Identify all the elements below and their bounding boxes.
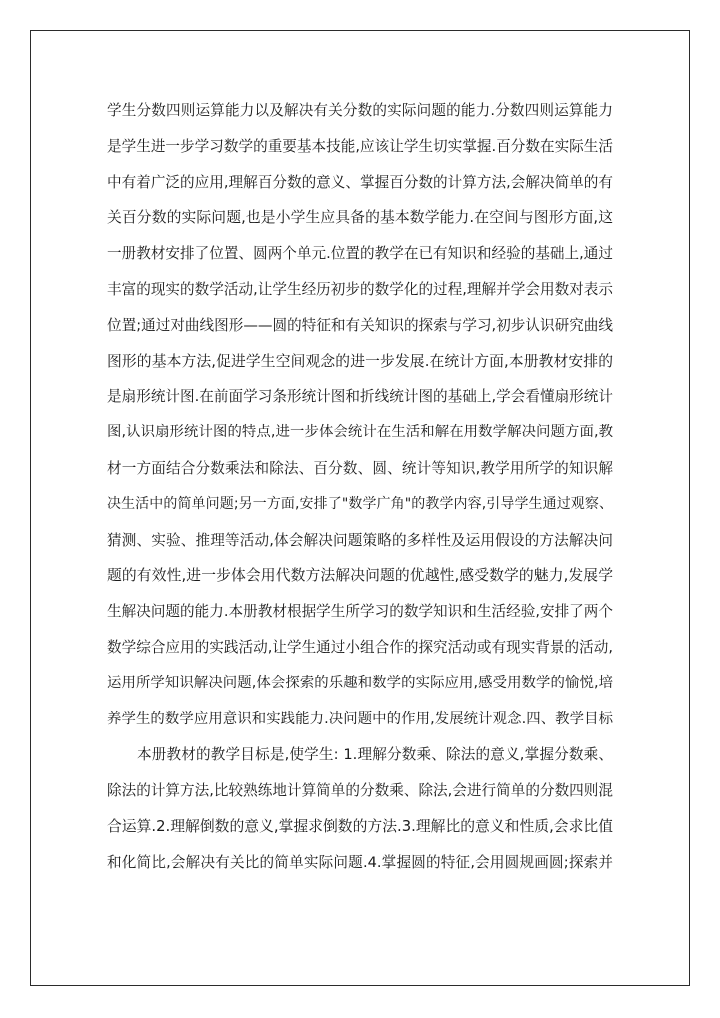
text-line-indented: 本册教材的教学目标是,使学生: 1.理解分数乘、除法的意义,掌握分数乘、: [137, 746, 613, 764]
document-body: [107, 93, 613, 881]
text-line: 关百分数的实际问题,也是小学生应具备的基本数学能力.在空间与图形方面,这: [107, 209, 613, 227]
text-line: 生解决问题的能力.本册教材根据学生所学习的数学知识和生活经验,安排了两个: [107, 603, 613, 621]
text-line: 养学生的数学应用意识和实践能力.决问题中的作用,发展统计观念.四、教学目标: [107, 710, 613, 727]
text-line: 猜测、实验、推理等活动,体会解决问题策略的多样性及运用假设的方法解决问: [107, 531, 613, 549]
text-line: 除法的计算方法,比较熟练地计算简单的分数乘、除法,会进行简单的分数四则混: [107, 782, 613, 800]
text-line: 数学综合应用的实践活动,让学生通过小组合作的探究活动或有现实背景的活动,: [107, 638, 613, 656]
text-line: 一册教材安排了位置、圆两个单元.位置的教学在已有知识和经验的基础上,通过: [107, 245, 613, 263]
text-line: 材一方面结合分数乘法和除法、百分数、圆、统计等知识,教学用所学的知识解: [107, 459, 613, 477]
text-line: 学生分数四则运算能力以及解决有关分数的实际问题的能力.分数四则运算能力: [107, 102, 613, 119]
text-line: 中有着广泛的应用,理解百分数的意义、掌握百分数的计算方法,会解决简单的有: [107, 173, 613, 191]
text-line: 决生活中的简单问题;另一方面,安排了"数学广角"的教学内容,引导学生通过观察、: [107, 495, 613, 512]
text-line: 图,认识扇形统计图的特点,进一步体会统计在生活和解在用数学解决问题方面,教: [107, 424, 613, 441]
text-line: 运用所学知识解决问题,体会探索的乐趣和数学的实际应用,感受用数学的愉悦,培: [107, 674, 613, 691]
text-line: 题的有效性,进一步体会用代数方法解决问题的优越性,感受数学的魅力,发展学: [107, 567, 613, 585]
text-line: 图形的基本方法,促进学生空间观念的进一步发展.在统计方面,本册教材安排的: [107, 352, 613, 370]
text-line: 合运算.2.理解倒数的意义,掌握求倒数的方法.3.理解比的意义和性质,会求比值: [107, 817, 613, 835]
text-line: 是学生进一步学习数学的重要基本技能,应该让学生切实掌握.百分数在实际生活: [107, 137, 613, 155]
text-line: 丰富的现实的数学活动,让学生经历初步的数学化的过程,理解并学会用数对表示: [107, 280, 613, 298]
text-line: 是扇形统计图.在前面学习条形统计图和折线统计图的基础上,学会看懂扇形统计: [107, 388, 613, 406]
text-line: 和化简比,会解决有关比的简单实际问题.4.掌握圆的特征,会用圆规画圆;探索并: [107, 853, 613, 871]
text-line: 位置;通过对曲线图形——圆的特征和有关知识的探索与学习,初步认识研究曲线: [107, 316, 613, 334]
